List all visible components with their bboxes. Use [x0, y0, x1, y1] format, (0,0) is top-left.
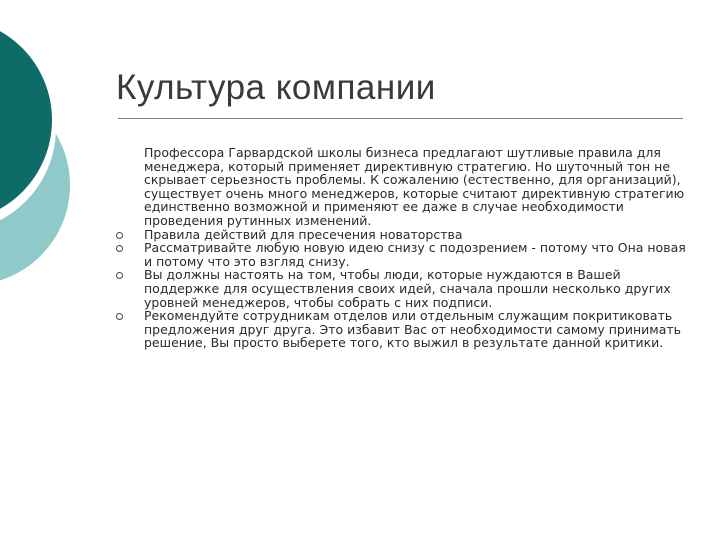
list-item-text: Вы должны настоять на том, чтобы люди, которые нуждаются в Вашей поддержке для осуществления своих идей, сначала прошли несколько других уровней менеджеров, чтобы собрать с них подписи. [144, 267, 671, 310]
bullet-list [116, 228, 686, 350]
slide-body [116, 146, 686, 350]
list-item [116, 228, 686, 242]
list-item-text: Правила действий для пресечения новаторства [144, 226, 463, 242]
circle-bullet-icon [116, 313, 123, 320]
circle-bullet-icon [116, 232, 123, 239]
corner-decoration [0, 0, 120, 300]
slide-title: Культура компании [116, 68, 436, 107]
list-item [116, 268, 686, 309]
list-item [116, 241, 686, 268]
circle-bullet-icon [116, 272, 123, 279]
list-item [116, 309, 686, 350]
title-divider [118, 118, 683, 119]
list-item-text: Рекомендуйте сотрудникам отделов или отдельным служащим покритиковать предложения друг друга. Это избавит Вас от необходимости самому принимать решение, Вы просто выберете того, кто выжил в результате данной критики. [144, 308, 682, 351]
intro-paragraph: Профессора Гарвардской школы бизнеса предлагают шутливые правила для менеджера, который применяет директивную стратегию. Но шуточный тон не скрывает серьезность проблемы. К сожалению (естественно, для организаций), существует очень много менеджеров, которые считают директивную стратегию единственно возможной и применяют ее даже в случае необходимости проведения рутинных изменений. [144, 145, 685, 228]
list-item-text: Рассматривайте любую новую идею снизу с подозрением - потому что Она новая и потому что это взгляд снизу. [144, 240, 686, 269]
circle-bullet-icon [116, 245, 123, 252]
